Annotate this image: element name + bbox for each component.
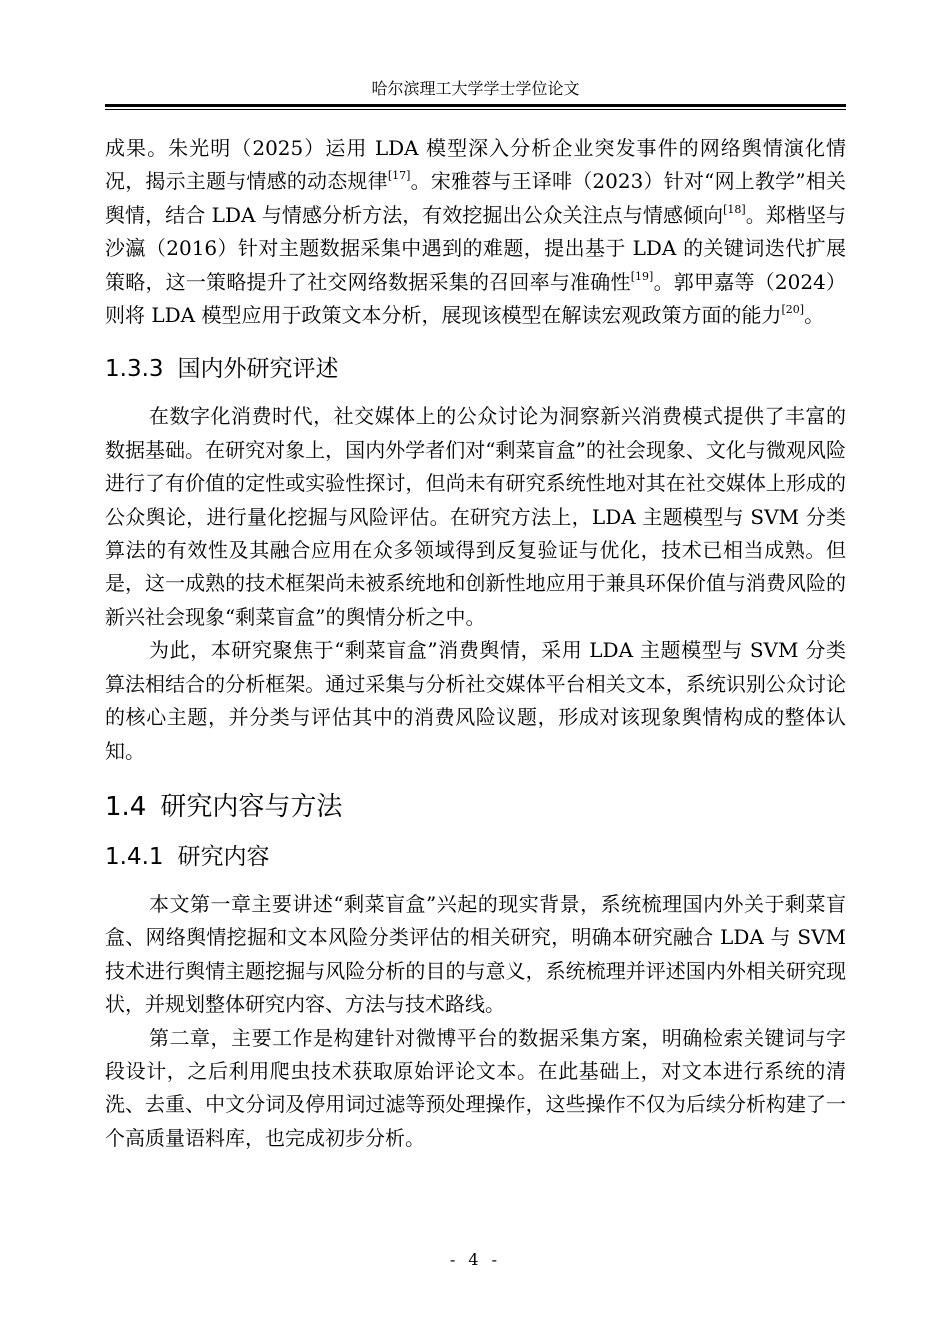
page-body xyxy=(105,132,846,1155)
paragraph-continued xyxy=(105,132,846,332)
paragraph-focus: 为此，本研究聚焦于“剩菜盲盒”消费舆情，采用 LDA 主题模型与 SVM 分类算法相结合的分析框架。通过采集与分析社交媒体平台相关文本，系统识别公众讨论的核心主题，并分类与评估其中的消费风险议题，形成对该现象舆情构成的整体认知。 xyxy=(105,638,846,763)
section-heading-1-3-3 xyxy=(105,354,846,384)
paragraph-chapter-one: 本文第一章主要讲述“剩菜盲盒”兴起的现实背景，系统梳理国内外关于剩菜盲盒、网络舆情挖掘和文本风险分类评估的相关研究，明确本研究融合 LDA 与 SVM 技术进行舆情主题挖掘与风险分析的目的与意义，系统梳理并评述国内外相关研究现状，并规划整体研究内容、方法与技术路线。 xyxy=(105,891,846,1017)
citation-ref: [17] xyxy=(387,169,411,183)
header-rule-thin xyxy=(105,109,846,110)
section-heading-1-4 xyxy=(105,790,846,824)
section-title: 研究内容与方法 xyxy=(160,791,343,822)
text-run: 。郑楷坚与沙瀛（2016）针对主题数据采集中遇到的难题，提出基于 LDA 的关键词迭代扩展策略，这一策略提升了社交网络数据采集的召回率与准确性 xyxy=(105,202,846,294)
text-run: 。郭甲嘉等（2024）则将 LDA 模型应用于政策文本分析，展现该模型在解读宏观政策方面的能力 xyxy=(105,269,847,328)
page-number: - 4 - xyxy=(449,1250,502,1269)
section-heading-1-4-1 xyxy=(105,842,846,872)
section-number: 1.4 xyxy=(105,791,147,822)
text-run: 。 xyxy=(804,303,825,328)
section-number: 1.4.1 xyxy=(105,843,164,870)
section-title: 国内外研究评述 xyxy=(177,356,339,383)
text-run: 。宋雅蓉与王译啡（2023）针对“网上教学”相关舆情，结合 LDA 与情感分析方法，有效挖掘出公众关注点与情感倾向 xyxy=(105,169,846,227)
paragraph-review: 在数字化消费时代，社交媒体上的公众讨论为洞察新兴消费模式提供了丰富的数据基础。在研究对象上，国内外学者们对“剩菜盲盒”的社会现象、文化与微观风险进行了有价值的定性或实验性探讨，但尚未有研究系统性地对其在社交媒体上形成的公众舆论，进行量化挖掘与风险评估。在研究方法上，LDA 主题模型与 SVM 分类算法的有效性及其融合应用在众多领域得到反复验证与优化，技术已相当成熟。但是，这一成熟的技术框架尚未被系统地和创新性地应用于兼具环保价值与消费风险的新兴社会现象“剩菜盲盒”的舆情分析之中。 xyxy=(105,404,846,629)
citation-ref: [19] xyxy=(630,269,654,283)
citation-ref: [18] xyxy=(723,202,746,216)
running-header: 哈尔滨理工大学学士学位论文 xyxy=(371,79,580,98)
section-number: 1.3.3 xyxy=(105,356,164,383)
header-rule-thick xyxy=(105,104,846,107)
citation-ref: [20] xyxy=(781,303,805,317)
paragraph-chapter-two: 第二章，主要工作是构建针对微博平台的数据采集方案，明确检索关键词与字段设计，之后利用爬虫技术获取原始评论文本。在此基础上，对文本进行系统的清洗、去重、中文分词及停用词过滤等预处理操作，这些操作不仅为后续分析构建了一个高质量语料库，也完成初步分析。 xyxy=(105,1025,846,1150)
text-run: 成果。朱光明（2025）运用 LDA 模型深入分析企业突发事件的网络舆情演化情况，揭示主题与情感的动态规律 xyxy=(105,136,846,194)
section-title: 研究内容 xyxy=(177,843,270,870)
